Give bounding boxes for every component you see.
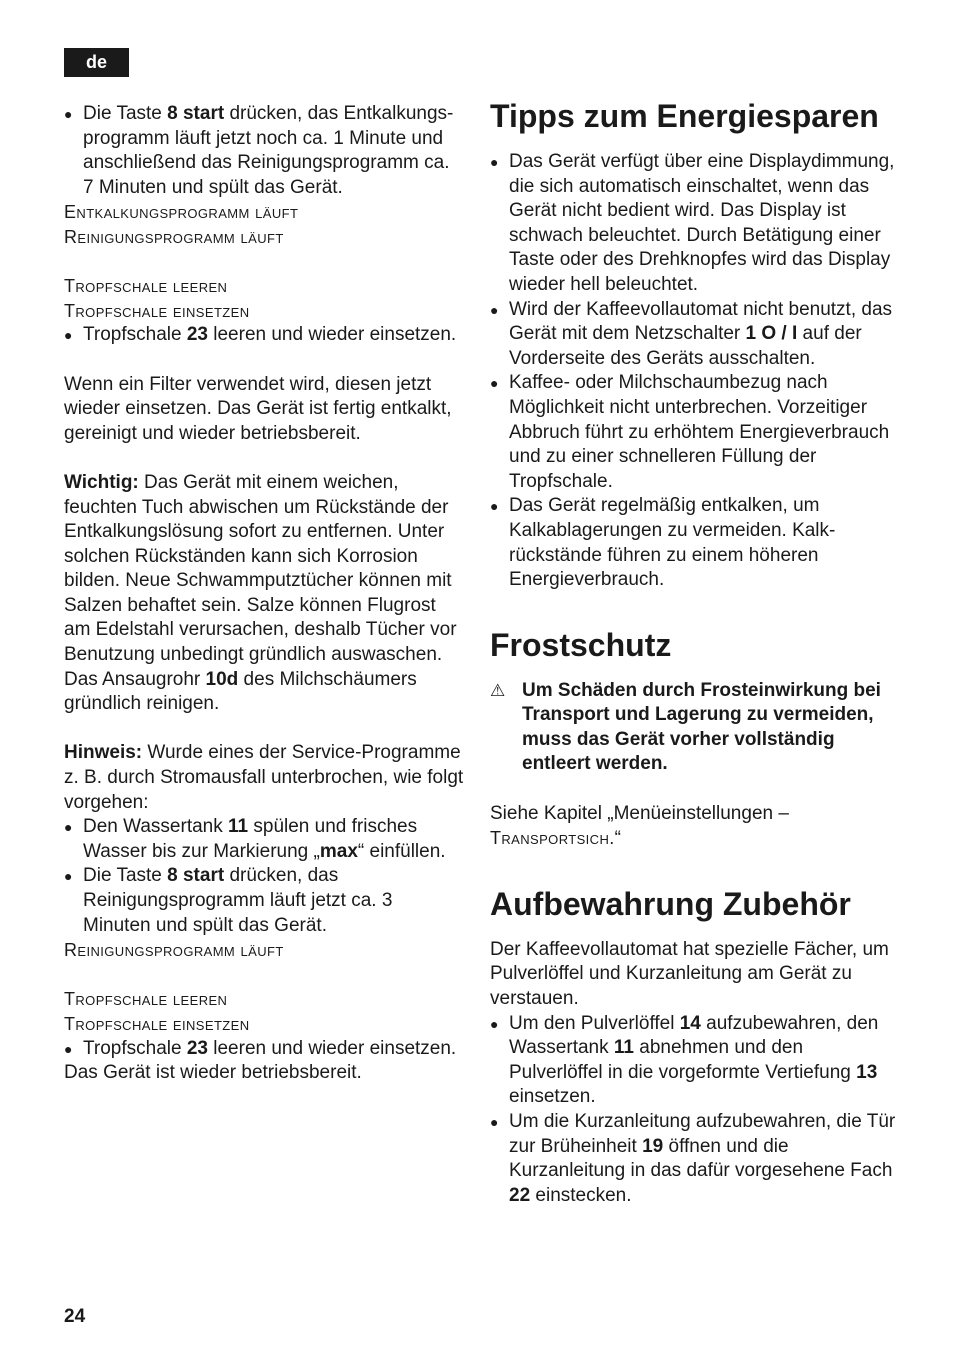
text: drücken, das Entkalkungsprogramm läuft jetzt noch ca. 1 Minute und anschließend das Reinigungsprogramm ca. 7 Minuten und spült das Gerät.	[83, 103, 454, 198]
text: Wurde eines der Service-Programme z. B. durch Stromausfall unterbrochen, wie folgt vorgehen:	[64, 742, 464, 813]
bullet-item	[490, 1012, 900, 1110]
key-ref: 19	[642, 1135, 664, 1157]
section-heading-frost: Frostschutz	[490, 626, 672, 663]
language-badge: de	[64, 48, 129, 77]
page-number: 24	[64, 1306, 86, 1327]
filter-paragraph: Wenn ein Filter verwendet wird, diesen jetzt wieder einsetzen. Das Gerät ist fertig entkalkt, gereinigt und wieder betriebsbereit.	[64, 373, 452, 444]
text: abnehmen und den Pulverlöffel in die vorgeformte Vertiefung	[509, 1037, 857, 1083]
bullet-item	[64, 815, 464, 864]
text: “ einfüllen.	[357, 840, 446, 862]
display-message: Reinigungsprogramm läuft	[64, 940, 284, 961]
text: Den Wassertank	[83, 816, 229, 838]
key-ref: 1 O / I	[745, 323, 798, 345]
text: Wird der Kaffeevollautomat nicht benutzt, das Gerät mit dem Netzschalter	[509, 298, 893, 345]
text: öffnen und die Kurzanleitung in das dafür vorgesehene Fach	[509, 1135, 893, 1182]
text: Siehe Kapitel „Menüeinstellungen –	[490, 802, 789, 824]
warning-icon: ⚠	[490, 680, 506, 700]
key-ref: 10d	[205, 668, 239, 690]
key-ref: 8 start	[167, 103, 225, 124]
text: Um Schäden durch Frosteinwirkung bei Transport und Lagerung zu vermeiden, muss das Gerät vorher vollständig entleert werden.	[522, 679, 881, 775]
display-message: Tropfschale leeren	[64, 276, 228, 297]
text: “	[614, 828, 621, 850]
display-message: Tropfschale einsetzen	[64, 1013, 250, 1034]
key-ref: 23	[186, 324, 208, 346]
end-paragraph: Das Gerät ist wieder betriebsbereit.	[64, 1062, 362, 1084]
bullet-item	[64, 1037, 464, 1062]
important-note	[64, 471, 464, 717]
key-ref: 14	[679, 1012, 701, 1034]
key-ref: 11	[228, 816, 249, 838]
text: des Milchschäumers gründlich reinigen.	[64, 668, 417, 715]
display-message: Tropfschale leeren	[64, 989, 228, 1010]
display-message: Reinigungsprogramm läuft	[64, 226, 284, 247]
left-column	[64, 102, 464, 1086]
menu-ref: Transportsich.	[490, 828, 615, 849]
display-message: Entkalkungsprogramm läuft	[64, 202, 299, 223]
bullet-item	[64, 864, 464, 938]
text: Um die Kurzanleitung aufzubewahren, die Tür zur Brüheinheit	[509, 1111, 896, 1157]
bullet-item: ● Das Gerät regelmäßig entkalken, um Kalkablagerungen zu vermeiden. Kalkrückstände führen zu einem höheren Energieverbrauch.	[490, 494, 900, 592]
bullet-item	[64, 323, 464, 348]
warning-block	[490, 679, 900, 777]
text: auf der Vorderseite des Geräts ausschalten.	[509, 323, 862, 369]
key-ref: 23	[186, 1037, 208, 1059]
key-ref: 22	[509, 1184, 531, 1206]
text: einsetzen.	[509, 1086, 596, 1108]
key-ref: 11	[613, 1037, 634, 1059]
text: aufzubewahren, den Wassertank	[509, 1012, 879, 1059]
key-ref: max	[319, 840, 358, 862]
text: Die Taste	[83, 865, 168, 887]
bullet-item: ● Das Gerät verfügt über eine Displaydimmung, die sich automatisch einschaltet, wenn das Gerät nicht bedient wird. Das Display ist schwach beleuchtet. Durch Betätigung einer Taste oder des Drehknopfes wird das Display wieder hell beleuchtet.	[490, 150, 900, 298]
text: Das Gerät mit einem weichen, feuchten Tuch abwischen um Rückstände der Entkalkungslösung sofort zu entfernen. Unter solchen Rückständen kann sich Korrosion bilden. Neue Schwammputztücher können mit Salzen behaftet sein. Salze können Flugrost am Edelstahl verursachen, deshalb Tücher vor Benutzung unbedingt gründlich auswaschen. Das Ansaugrohr	[64, 471, 457, 690]
hint-note	[64, 741, 464, 815]
section-heading-accessories: Aufbewahrung Zubehör	[490, 885, 851, 922]
text: leeren und wieder einsetzen.	[207, 1037, 457, 1059]
text: Die Taste	[83, 103, 168, 124]
text: spülen und frisches Wasser bis zur Markierung „	[83, 816, 418, 862]
text: einstecken.	[530, 1184, 632, 1206]
bullet-item: ● Kaffee- oder Milchschaumbezug nach Möglichkeit nicht unterbrechen. Vorzeitiger Abbruch führt zu erhöhtem Energieverbrauch und zu einer schnelleren Füllung der Tropfschale.	[490, 371, 900, 494]
text: drücken, das Reinigungsprogramm läuft jetzt ca. 3 Minuten und spült das Gerät.	[83, 865, 393, 936]
text: Um den Pulverlöffel	[509, 1012, 680, 1034]
display-message: Tropfschale einsetzen	[64, 300, 250, 321]
accessories-paragraph: Der Kaffeevollautomat hat spezielle Fächer, um Pulverlöffel und Kurzanleitung am Gerät zu verstauen.	[490, 938, 889, 1010]
text: Tropfschale	[83, 324, 187, 346]
key-ref: 13	[856, 1061, 878, 1083]
bullet-item	[490, 298, 900, 372]
section-heading-energy: Tipps zum Energiesparen	[490, 98, 879, 134]
text: Tropfschale	[83, 1037, 187, 1059]
text: leeren und wieder einsetzen.	[207, 324, 457, 346]
bullet-item	[490, 1110, 900, 1208]
label: Wichtig:	[64, 471, 139, 493]
label: Hinweis:	[64, 742, 143, 764]
right-column	[490, 96, 900, 1208]
see-chapter	[490, 802, 900, 852]
key-ref: 8 start	[167, 865, 225, 887]
bullet-item	[64, 102, 464, 200]
